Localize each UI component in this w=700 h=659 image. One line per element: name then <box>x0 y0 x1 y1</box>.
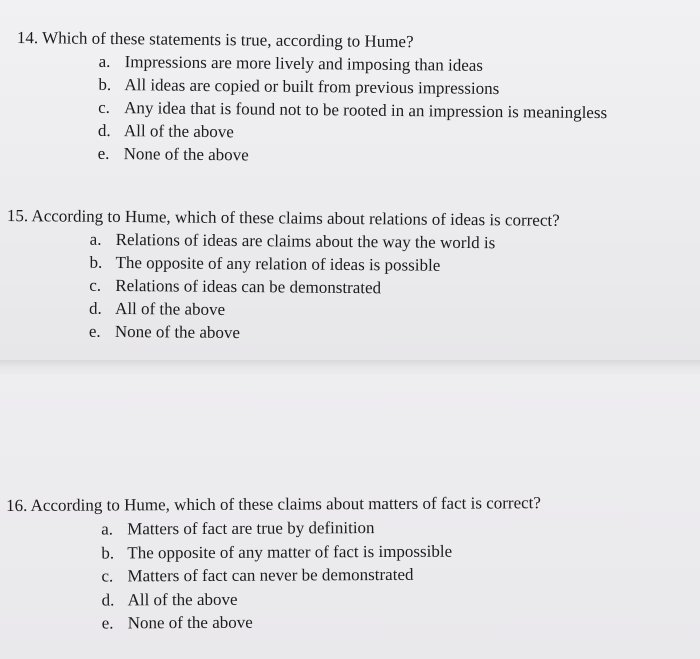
question-15-title: 15. According to Hume, which of these claims about relations of ideas is correct? <box>6 205 560 230</box>
option-text: Relations of ideas are claims about the way the world is <box>115 229 496 253</box>
option-text: The opposite of any matter of fact is impossible <box>127 541 453 562</box>
option-letter: c. <box>98 97 111 117</box>
option-letter: e. <box>88 321 101 341</box>
option-16e <box>102 609 542 635</box>
question-16 <box>6 492 542 635</box>
option-letter: e. <box>97 143 110 163</box>
question-14-options <box>98 50 608 170</box>
option-text: None of the above <box>127 612 253 633</box>
question-14 <box>16 27 608 170</box>
option-16a <box>101 515 541 541</box>
option-16d <box>101 586 541 612</box>
option-text: All of the above <box>127 589 238 609</box>
option-letter: c. <box>89 275 102 295</box>
option-text: Relations of ideas can be demonstrated <box>115 275 382 298</box>
option-text: All of the above <box>123 121 235 142</box>
option-text: Any idea that is found not to be rooted in an impression is meaningless <box>124 98 608 123</box>
question-14-title: 14. Which of these statements is true, according to Hume? <box>16 27 414 52</box>
option-text: None of the above <box>114 321 241 343</box>
option-16b <box>101 539 541 565</box>
option-text: All of the above <box>115 298 226 319</box>
option-15e <box>89 320 559 347</box>
option-letter: e. <box>101 613 114 633</box>
option-letter: c. <box>101 566 114 586</box>
question-16-title: 16. According to Hume, which of these claims about matters of fact is correct? <box>6 493 541 515</box>
option-letter: b. <box>89 252 103 272</box>
option-text: The opposite of any relation of ideas is possible <box>115 252 441 275</box>
option-text: Matters of fact are true by definition <box>127 518 375 539</box>
option-letter: a. <box>89 229 102 249</box>
option-letter: d. <box>97 120 111 140</box>
option-text: Matters of fact can never be demonstrated <box>127 564 414 586</box>
question-16-options <box>101 515 541 635</box>
option-16c <box>101 562 541 588</box>
option-letter: a. <box>98 51 111 71</box>
question-15 <box>6 205 560 347</box>
option-letter: b. <box>101 542 115 563</box>
option-letter: b. <box>98 74 112 94</box>
option-text: Impressions are more lively and imposing than ideas <box>124 52 484 75</box>
option-letter: d. <box>101 589 115 610</box>
option-text: All ideas are copied or built from previous impressions <box>124 75 500 99</box>
option-text: None of the above <box>123 144 249 165</box>
option-letter: a. <box>101 519 114 539</box>
option-letter: d. <box>89 298 102 318</box>
question-15-options <box>89 228 560 347</box>
